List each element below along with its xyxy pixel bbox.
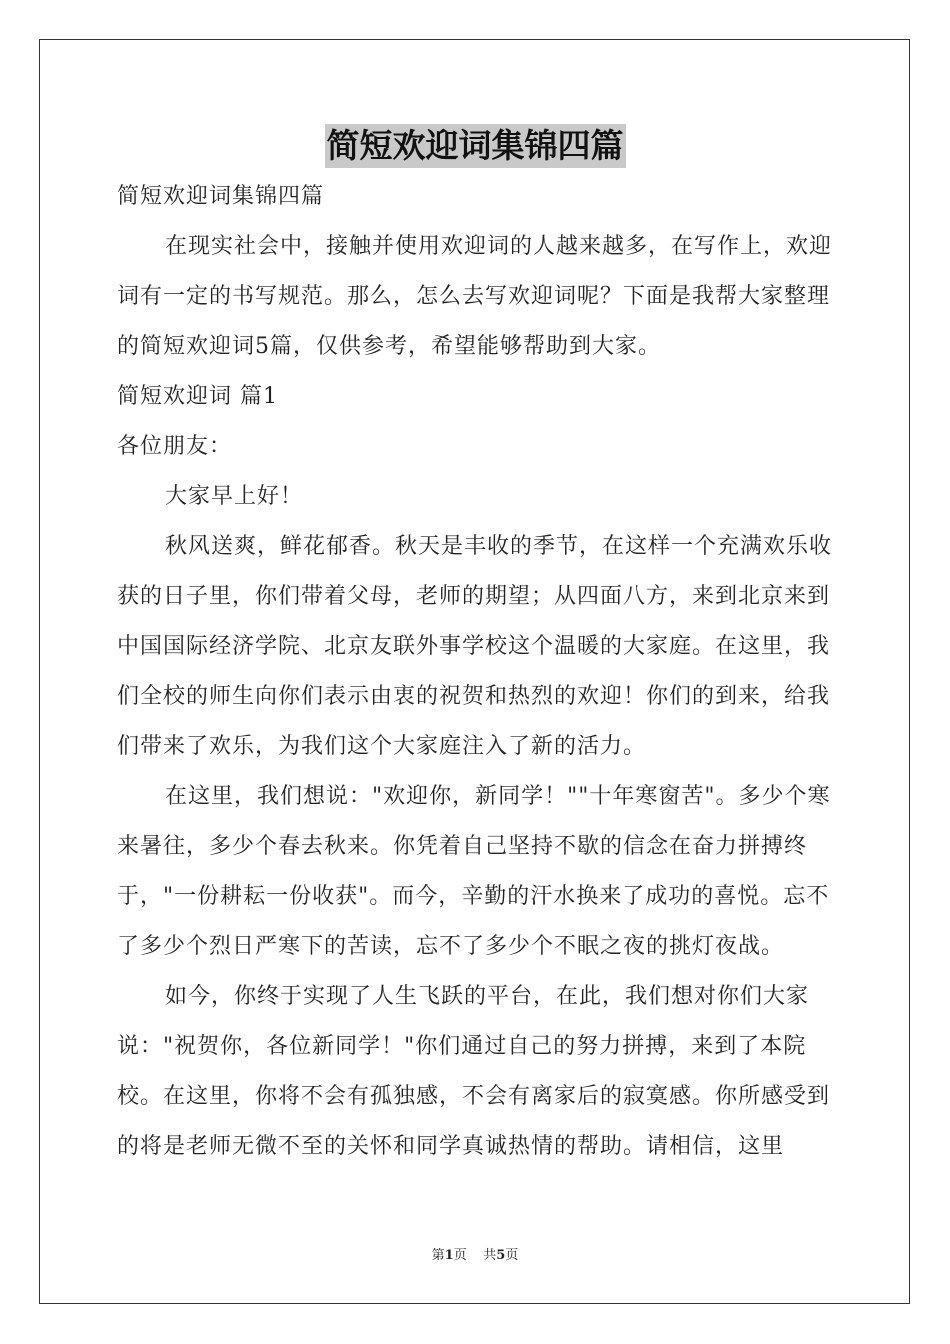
greeting: 大家早上好！: [165, 484, 304, 509]
total-prefix: 共: [483, 1248, 497, 1263]
body-paragraph: 在这里，我们想说："欢迎你，新同学！""十年寒窗苦"。多少个寒来暑往，多少个春去秋来。你凭着自己坚持不歇的信念在奋力拼搏终于，"一份耕耘一份收获"。而今，辛勤的汗水换来了成功的喜悦。忘不了多少个烈日严寒下的苦读，忘不了多少个不眠之夜的挑灯夜战。: [117, 784, 831, 959]
total-suffix: 页: [505, 1248, 519, 1263]
section-heading: 简短欢迎词 篇1: [117, 384, 278, 409]
document-title: 简短欢迎词集锦四篇: [325, 124, 626, 168]
page-number: 1: [444, 1248, 454, 1263]
body-paragraph: 秋风送爽，鲜花郁香。秋天是丰收的季节，在这样一个充满欢乐收获的日子里，你们带着父母，老师的期望；从四面八方，来到北京来到中国国际经济学院、北京友联外事学校这个温暖的大家庭。在这里，我们全校的师生向你们表示由衷的祝贺和热烈的欢迎！你们的到来，给我们带来了欢乐，为我们这个大家庭注入了新的活力。: [117, 534, 833, 759]
document-subtitle: 简短欢迎词集锦四篇: [117, 184, 325, 209]
document-body: [117, 172, 833, 1172]
page-suffix: 页: [453, 1248, 467, 1263]
page-prefix: 第: [431, 1248, 445, 1263]
total-pages: 5: [496, 1248, 506, 1263]
title-container: [0, 124, 950, 168]
salutation: 各位朋友：: [117, 434, 233, 459]
body-paragraph: 如今，你终于实现了人生飞跃的平台，在此，我们想对你们大家说："祝贺你，各位新同学！"你们通过自己的努力拼搏，来到了本院校。在这里，你将不会有孤独感，不会有离家后的寂寞感。你所感受到的将是老师无微不至的关怀和同学真诚热情的帮助。请相信，这里: [117, 984, 831, 1159]
intro-paragraph: 在现实社会中，接触并使用欢迎词的人越来越多，在写作上，欢迎词有一定的书写规范。那么，怎么去写欢迎词呢？下面是我帮大家整理的简短欢迎词5篇，仅供参考，希望能够帮助到大家。: [117, 234, 833, 359]
page-footer: [0, 1247, 950, 1265]
